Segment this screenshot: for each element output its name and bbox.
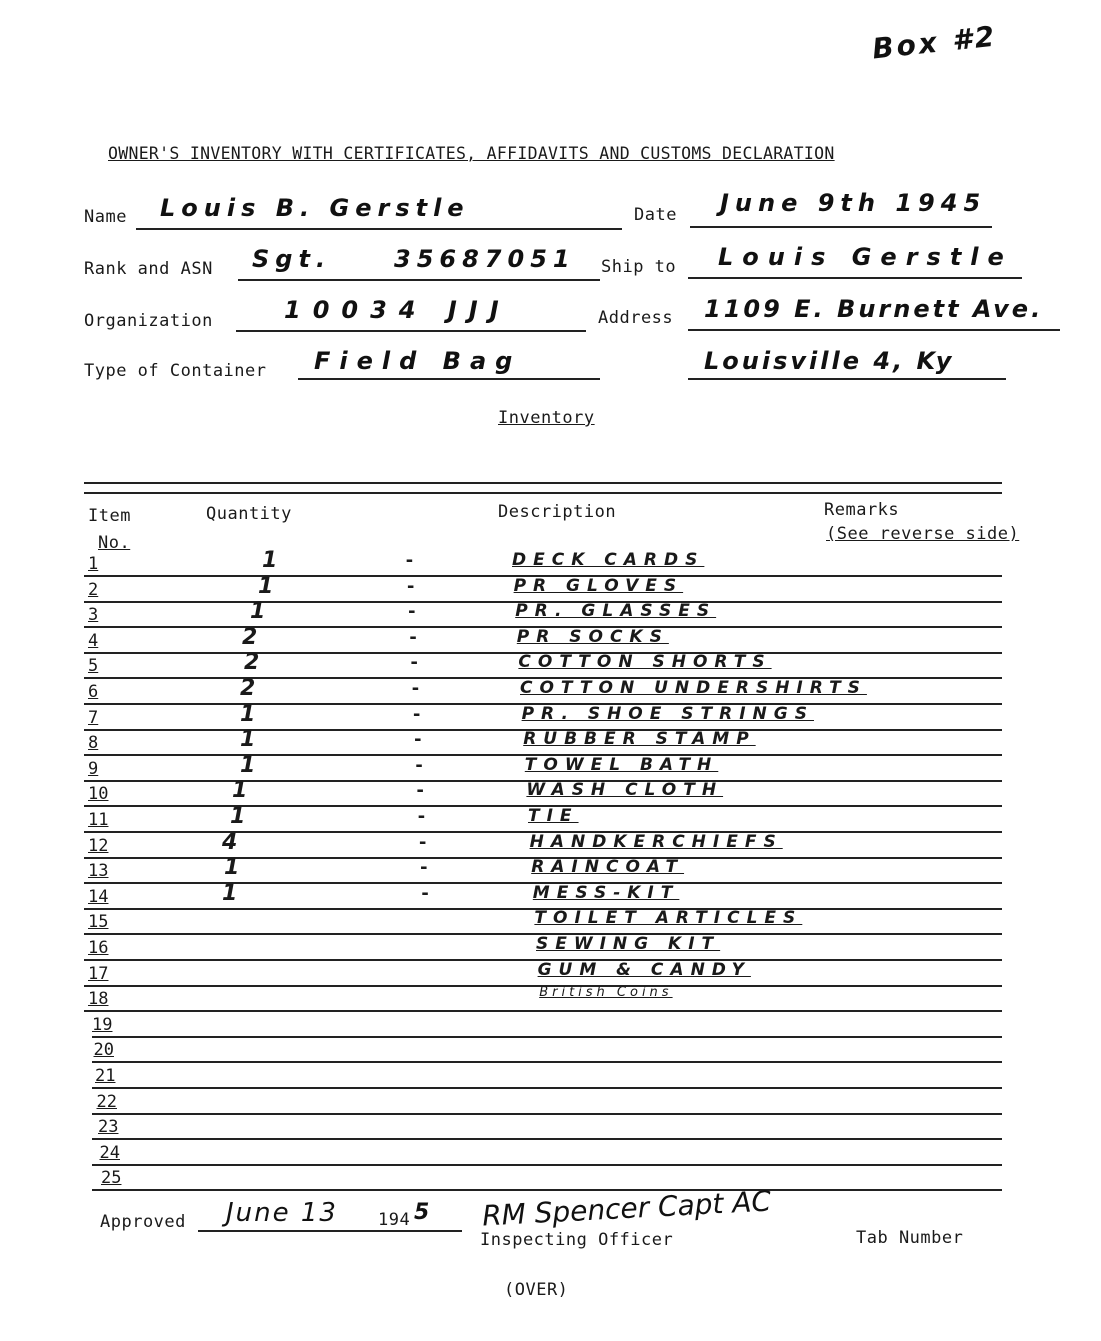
col-remarks-note: (See reverse side) — [826, 524, 1020, 544]
item-description: TOWEL BATH — [524, 755, 719, 775]
container-underline — [298, 378, 600, 380]
item-description: GUM & CANDY — [537, 960, 751, 980]
item-dash: - — [419, 883, 431, 904]
item-number: 16 — [88, 938, 109, 958]
item-description: PR GLOVES — [513, 576, 684, 596]
item-number: 4 — [88, 631, 99, 651]
item-quantity: 2 — [240, 676, 256, 701]
organization-value: 10034 JJJ — [284, 296, 511, 324]
approved-label: Approved — [100, 1212, 186, 1232]
item-description: COTTON SHORTS — [518, 652, 772, 672]
item-dash: - — [417, 832, 429, 853]
container-value: Field Bag — [314, 347, 522, 375]
inventory-heading: Inventory — [498, 408, 595, 428]
row-line — [92, 1061, 1002, 1063]
page-title: OWNER'S INVENTORY WITH CERTIFICATES, AFFIDAVITS AND CUSTOMS DECLARATION — [108, 144, 835, 163]
item-number: 15 — [88, 912, 109, 932]
item-description: HANDKERCHIEFS — [529, 832, 783, 852]
date-underline — [690, 226, 992, 228]
inspecting-officer-signature: RM Spencer Capt AC — [481, 1184, 772, 1233]
row-line — [92, 1113, 1002, 1115]
item-number: 23 — [98, 1117, 119, 1137]
item-number: 12 — [88, 836, 109, 856]
item-description: RUBBER STAMP — [523, 729, 756, 749]
asn-value: 35687051 — [394, 245, 576, 273]
item-number: 13 — [88, 861, 109, 881]
row-line — [92, 1189, 1002, 1191]
col-item-header: Item — [88, 506, 131, 526]
item-quantity: 1 — [232, 778, 248, 803]
item-number: 22 — [96, 1092, 117, 1112]
item-dash: - — [412, 729, 424, 750]
item-quantity: 1 — [240, 702, 256, 727]
item-number: 11 — [88, 810, 109, 830]
name-label: Name — [84, 207, 127, 227]
item-quantity: 1 — [250, 599, 266, 624]
col-quantity-header: Quantity — [206, 504, 292, 524]
item-dash: - — [407, 627, 419, 648]
header-line-2 — [84, 492, 1002, 494]
address-line2-underline — [688, 378, 1006, 380]
name-value: Louis B. Gerstle — [160, 194, 470, 222]
approved-year-typed: 194 — [378, 1210, 411, 1230]
approved-underline — [198, 1230, 462, 1232]
item-description: British Coins — [539, 985, 673, 1000]
address-line2: Louisville 4, Ky — [704, 347, 955, 375]
row-line — [84, 1010, 1002, 1012]
item-description: PR SOCKS — [516, 627, 669, 647]
item-number: 25 — [101, 1168, 122, 1188]
item-number: 2 — [88, 580, 99, 600]
col-description-header: Description — [498, 502, 617, 522]
item-number: 3 — [88, 605, 99, 625]
item-number: 20 — [93, 1040, 114, 1060]
item-number: 1 — [88, 554, 99, 574]
item-description: SEWING KIT — [536, 934, 721, 954]
item-number: 24 — [99, 1143, 120, 1163]
ship-to-underline — [688, 277, 1022, 279]
item-number: 10 — [88, 784, 109, 804]
item-description: PR. GLASSES — [515, 601, 717, 621]
item-dash: - — [416, 806, 427, 827]
item-description: MESS-KIT — [532, 883, 680, 903]
item-number: 19 — [92, 1015, 113, 1035]
rank-value: Sgt. — [252, 245, 332, 273]
item-number: 18 — [88, 989, 109, 1009]
rank-label: Rank and ASN — [84, 259, 213, 279]
item-description: PR. SHOE STRINGS — [521, 704, 814, 724]
item-quantity: 1 — [224, 855, 240, 880]
item-quantity: 1 — [262, 548, 278, 573]
date-value: June 9th 1945 — [720, 189, 987, 217]
header-line-1 — [84, 482, 1002, 484]
row-line — [92, 1164, 1002, 1166]
corner-note: Box #2 — [870, 19, 999, 66]
item-number: 9 — [88, 759, 99, 779]
item-description: WASH CLOTH — [526, 780, 724, 800]
item-number: 6 — [88, 682, 99, 702]
address-underline — [688, 329, 1060, 331]
container-label: Type of Container — [84, 361, 267, 381]
item-quantity: 1 — [230, 804, 246, 829]
name-underline — [136, 228, 622, 230]
inspecting-officer-label: Inspecting Officer — [480, 1230, 674, 1250]
over-label: (OVER) — [504, 1280, 569, 1300]
organization-underline — [236, 330, 586, 332]
item-description: TIE — [528, 806, 579, 826]
item-dash: - — [408, 652, 420, 673]
organization-label: Organization — [84, 311, 213, 331]
item-dash: - — [413, 755, 425, 776]
item-dash: - — [414, 780, 426, 801]
item-dash: - — [410, 678, 421, 699]
ship-to-label: Ship to — [601, 257, 677, 277]
item-description: RAINCOAT — [531, 857, 685, 877]
item-number: 8 — [88, 733, 99, 753]
approved-date: June 13 — [226, 1198, 338, 1228]
item-quantity: 4 — [222, 830, 238, 855]
item-description: DECK CARDS — [512, 550, 705, 570]
item-number: 21 — [95, 1066, 116, 1086]
item-quantity: 1 — [240, 753, 256, 778]
item-dash: - — [411, 704, 423, 725]
row-line — [92, 1087, 1002, 1089]
item-dash: - — [404, 550, 415, 571]
tab-number-label: Tab Number — [856, 1228, 964, 1248]
col-item-no-header: No. — [98, 533, 131, 553]
item-quantity: 2 — [242, 625, 258, 650]
item-number: 5 — [88, 656, 99, 676]
item-number: 14 — [88, 887, 109, 907]
item-quantity: 1 — [222, 881, 238, 906]
item-quantity: 1 — [240, 727, 256, 752]
item-number: 17 — [88, 964, 109, 984]
col-remarks-header: Remarks — [824, 500, 900, 520]
approved-year-handwritten: 5 — [414, 1200, 436, 1225]
item-quantity: 1 — [258, 574, 274, 599]
item-dash: - — [405, 576, 417, 597]
item-description: TOILET ARTICLES — [534, 908, 803, 928]
item-dash: - — [418, 857, 430, 878]
item-description: COTTON UNDERSHIRTS — [520, 678, 867, 698]
item-dash: - — [406, 601, 418, 622]
date-label: Date — [634, 205, 677, 225]
row-line — [92, 1036, 1002, 1038]
rank-underline — [238, 279, 600, 281]
address-label: Address — [598, 308, 674, 328]
address-line1: 1109 E. Burnett Ave. — [704, 295, 1044, 323]
ship-to-value: Louis Gerstle — [718, 243, 1013, 271]
item-quantity: 2 — [244, 650, 260, 675]
item-number: 7 — [88, 708, 99, 728]
row-line — [92, 1138, 1002, 1140]
